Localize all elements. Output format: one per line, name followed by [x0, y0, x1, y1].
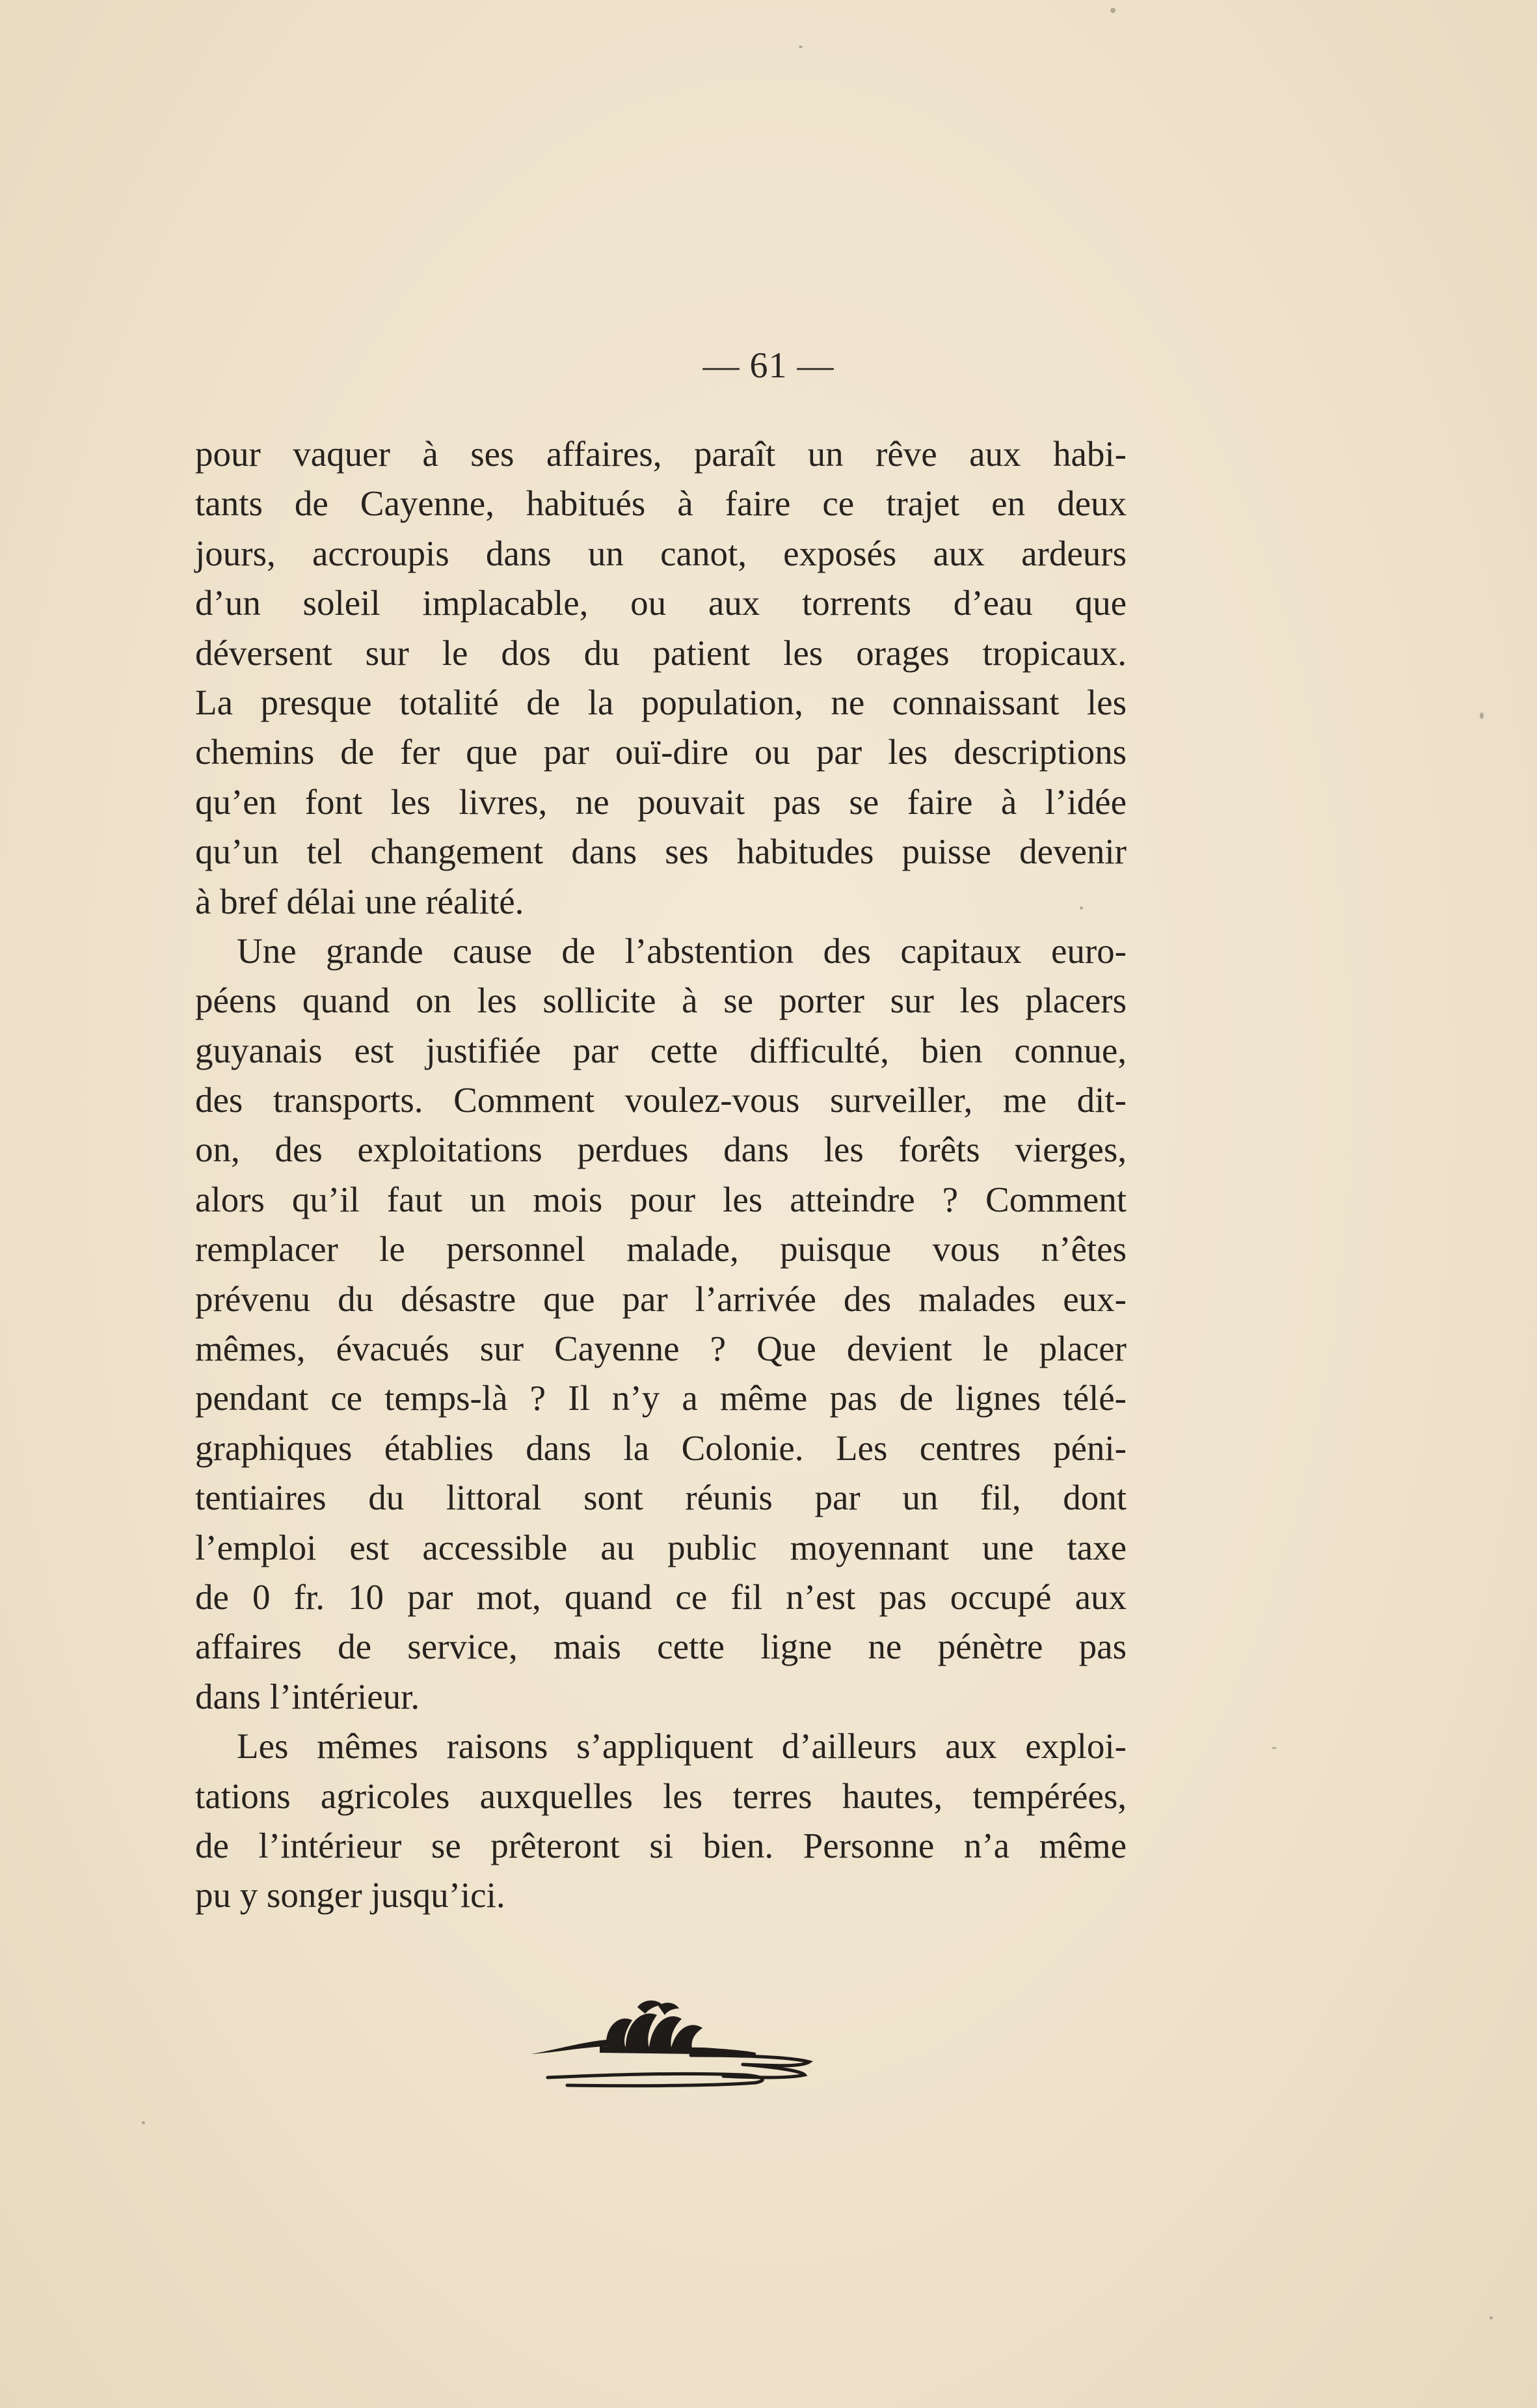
- text-line: de 0 fr. 10 par mot, quand ce fil n’est pas occupé aux: [195, 1576, 1127, 1617]
- paragraph-1: [195, 429, 1127, 927]
- text-line: La presque totalité de la population, ne connaissant les: [195, 682, 1127, 722]
- text-line: de l’intérieur se prêteront si bien. Personne n’a même: [195, 1825, 1127, 1865]
- text-line: affaires de service, mais cette ligne ne pénètre pas: [195, 1627, 1127, 1667]
- text-line: pendant ce temps-là ? Il n’y a même pas de lignes télé-: [195, 1378, 1127, 1418]
- text-line: d’un soleil implacable, ou aux torrents d’eau que: [195, 583, 1127, 623]
- body-text: [195, 429, 1127, 1921]
- text-line: dans l’intérieur.: [195, 1676, 420, 1716]
- paper-speck: [142, 2121, 145, 2124]
- paragraph-3: [195, 1722, 1127, 1921]
- page-number: — 61 —: [702, 345, 835, 386]
- text-line: Une grande cause de l’abstention des capitaux euro-: [237, 930, 1127, 971]
- text-line: déversent sur le dos du patient les orages tropicaux.: [195, 632, 1127, 673]
- text-line: mêmes, évacués sur Cayenne ? Que devient le placer: [195, 1329, 1127, 1369]
- paper-speck: [799, 46, 803, 48]
- paper-speck: [1480, 712, 1484, 719]
- text-line: qu’un tel changement dans ses habitudes puisse devenir: [195, 832, 1127, 872]
- paper-speck: [1490, 2316, 1493, 2320]
- text-line: tants de Cayenne, habitués à faire ce trajet en deux: [195, 483, 1127, 524]
- paper-speck: [1080, 906, 1083, 910]
- text-line: à bref délai une réalité.: [195, 881, 524, 921]
- text-line: on, des exploitations perdues dans les forêts vierges,: [195, 1130, 1127, 1170]
- text-line: qu’en font les livres, ne pouvait pas se faire à l’idée: [195, 781, 1127, 822]
- text-line: des transports. Comment voulez-vous surveiller, me dit-: [195, 1080, 1127, 1120]
- text-line: graphiques établies dans la Colonie. Les centres péni-: [195, 1427, 1127, 1468]
- paper-speck: [1272, 1747, 1277, 1749]
- text-line: pour vaquer à ses affaires, paraît un rêve aux habi-: [195, 434, 1127, 474]
- lotus-tailpiece-icon: [528, 1994, 814, 2105]
- text-line: remplacer le personnel malade, puisque vous n’êtes: [195, 1229, 1127, 1269]
- text-line: jours, accroupis dans un canot, exposés aux ardeurs: [195, 533, 1127, 573]
- text-line: tations agricoles auxquelles les terres hautes, tempérées,: [195, 1776, 1127, 1816]
- text-line: pu y songer jusqu’ici.: [195, 1875, 505, 1915]
- text-line: l’emploi est accessible au public moyennant une taxe: [195, 1527, 1127, 1567]
- text-line: tentiaires du littoral sont réunis par un fil, dont: [195, 1478, 1127, 1518]
- text-line: péens quand on les sollicite à se porter sur les placers: [195, 981, 1127, 1021]
- text-line: alors qu’il faut un mois pour les atteindre ? Comment: [195, 1179, 1127, 1219]
- text-line: guyanais est justifiée par cette difficulté, bien connue,: [195, 1030, 1127, 1070]
- text-line: Les mêmes raisons s’appliquent d’ailleurs aux exploi-: [237, 1726, 1127, 1766]
- text-line: prévenu du désastre que par l’arrivée des malades eux-: [195, 1278, 1127, 1319]
- paragraph-2: [195, 927, 1127, 1722]
- text-line: chemins de fer que par ouï-dire ou par les descriptions: [195, 732, 1127, 772]
- paper-speck: [1110, 8, 1116, 13]
